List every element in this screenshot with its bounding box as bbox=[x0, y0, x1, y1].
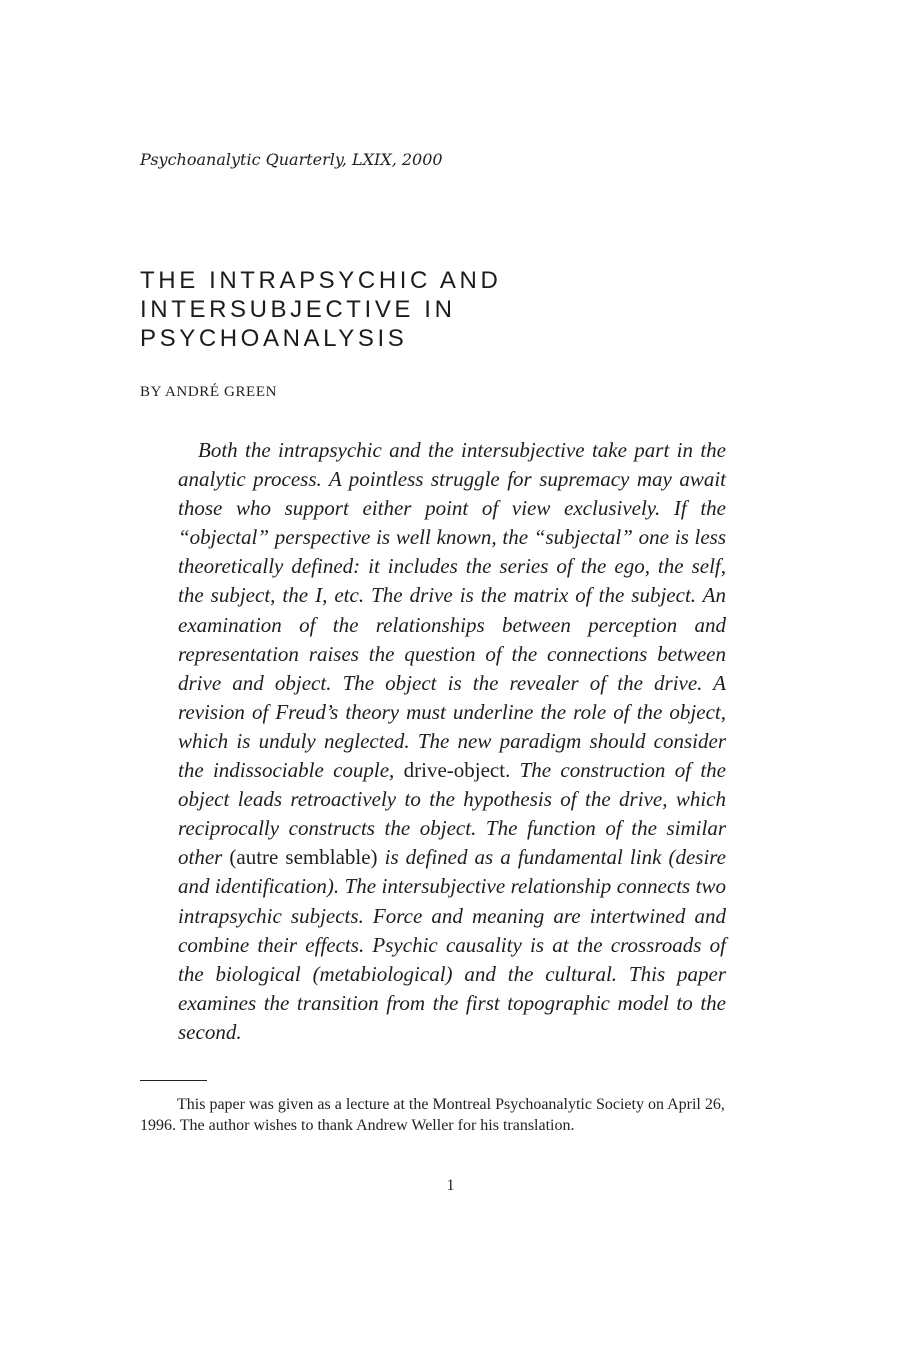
page-number: 1 bbox=[446, 1177, 455, 1194]
footnote-divider bbox=[140, 1080, 207, 1081]
title-line: PSYCHOANALYSIS bbox=[140, 325, 408, 352]
abstract-text: is defined as a fundamental link (desire and identification). The intersubjective relationship connects two intrapsychic subjects. Force and meaning are intertwined and combine their effects. Psychic causality is at the crossroads of the biological (metabiological) and the cultural. This paper examines the transition from the first topographic model to the second. bbox=[178, 845, 726, 1044]
title-line: INTERSUBJECTIVE IN bbox=[140, 296, 456, 323]
abstract-term: drive-object. bbox=[394, 758, 511, 783]
abstract-text: Both the intrapsychic and the intersubjective take part in the analytic process. A pointless struggle for supremacy may await those who support either point of view exclusively. If the “objectal” perspective is well known, the “subjectal” one is less theoretically defined: it includes the series of the ego, the self, the subject, the I, etc. The drive is the matrix of the subject. An examination of the relationships between perception and representation raises the question of the connections between drive and object. The object is the revealer of the drive. A revision of Freud’s theory must underline the role of the object, which is unduly neglected. The new paradigm should consider the indissociable couple, bbox=[178, 438, 726, 783]
abstract bbox=[178, 436, 726, 1047]
title-line: THE INTRAPSYCHIC AND bbox=[140, 267, 502, 294]
abstract-term: (autre semblable) bbox=[222, 845, 378, 870]
author-byline: BY ANDRÉ GREEN bbox=[140, 384, 278, 400]
abstract-text: The construction of the object leads retroactively to the hypothesis of the drive, which reciprocally constructs the object. The function of the similar other bbox=[178, 758, 727, 870]
footnote: This paper was given as a lecture at the Montreal Psychoanalytic Society on April 26, 1996. The author wishes to thank Andrew Weller for his translation. bbox=[140, 1096, 725, 1134]
article-title bbox=[140, 266, 700, 353]
journal-citation: Psychoanalytic Quarterly, LXIX, 2000 bbox=[140, 150, 443, 169]
